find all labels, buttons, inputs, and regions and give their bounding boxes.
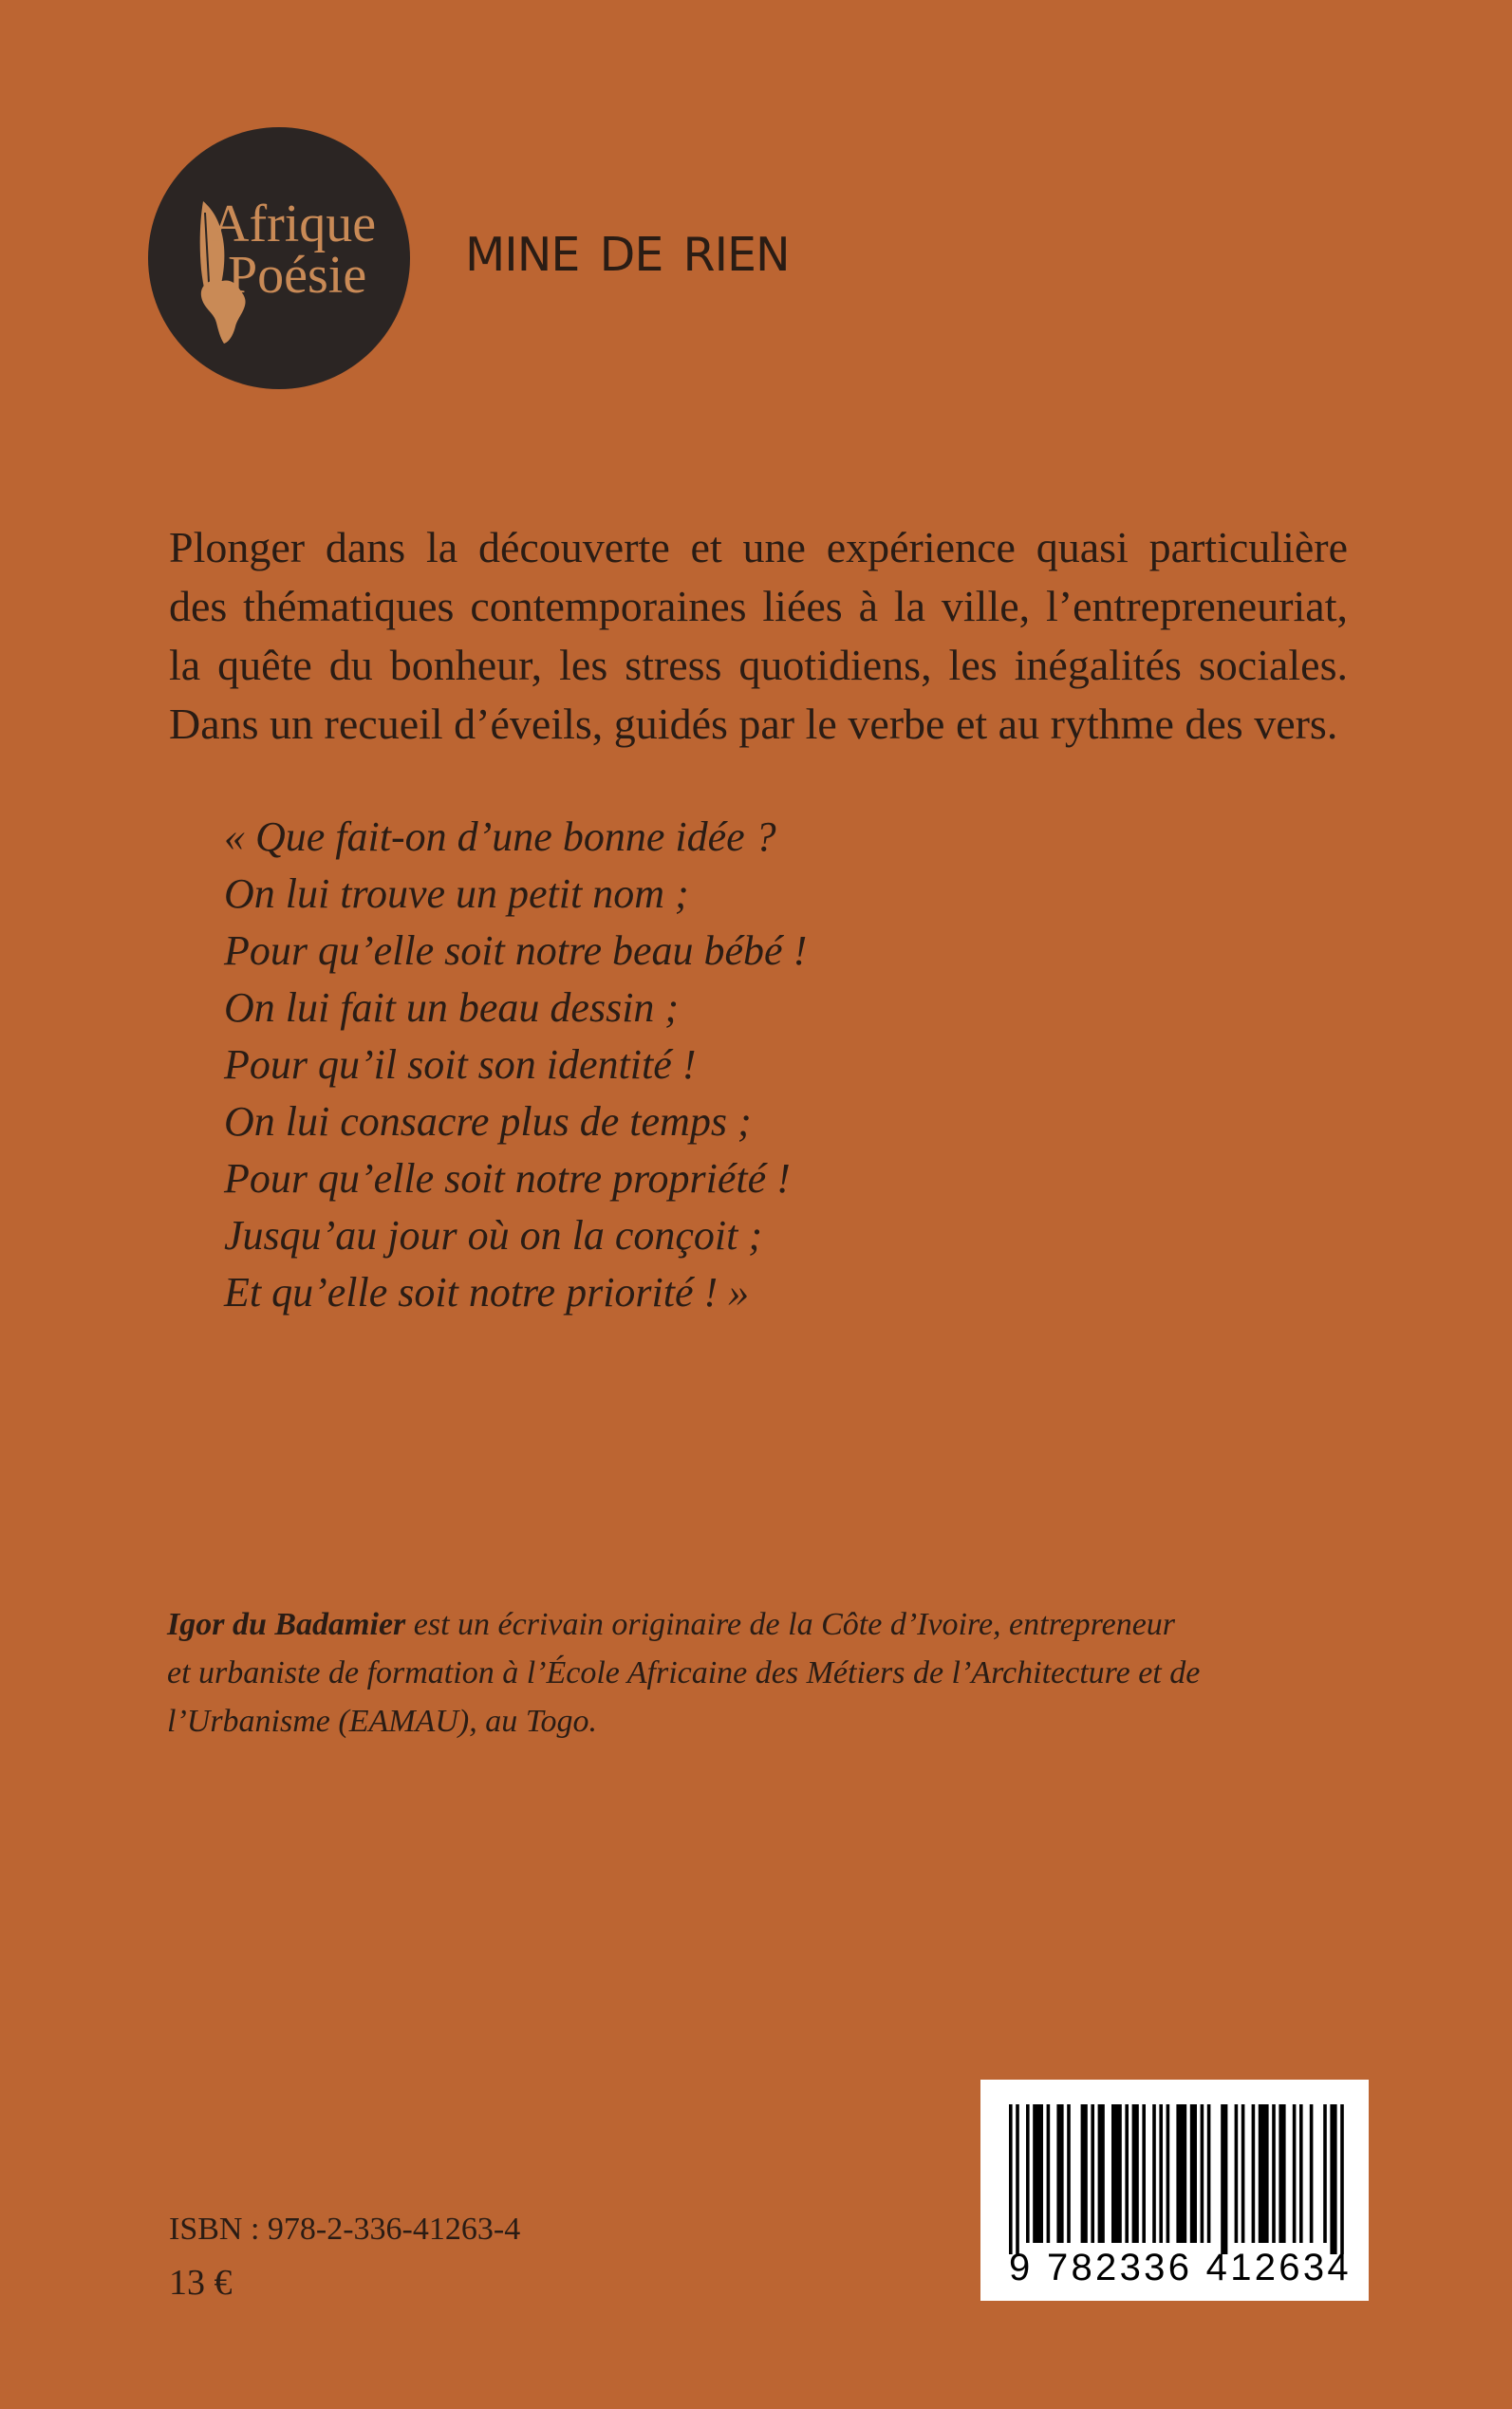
bio-text: est un écrivain originaire de la Côte d’Ivoire, entrepreneur [405,1607,1176,1642]
barcode-bar [1132,2104,1139,2243]
logo-text-poesie: Poésie [228,246,367,305]
poem-line: Pour qu’elle soit notre propriété ! [224,1155,791,1202]
barcode [980,2080,1369,2301]
barcode-bar [1235,2104,1239,2243]
author-name: Igor du Badamier [167,1607,406,1642]
blurb-line: Plonger dans la découverte et une expérience quasi particulière [169,523,1348,571]
barcode-bar [1207,2104,1211,2243]
barcode-bar [1221,2104,1227,2254]
poem-line: Et qu’elle soit notre priorité ! » [224,1269,750,1316]
barcode-bar [1016,2104,1019,2254]
barcode-bar [1190,2104,1197,2243]
barcode-bar [1340,2104,1344,2254]
isbn: ISBN : 978-2-336-41263-4 [169,2212,521,2247]
blurb-line: des thématiques contemporaines liées à la ville, l’entrepreneuriat, [169,582,1348,630]
barcode-bar [1009,2104,1013,2254]
barcode-bar [1125,2104,1129,2243]
barcode-bar [1142,2104,1146,2243]
barcode-bar [1026,2104,1030,2243]
publisher-logo [148,127,410,389]
barcode-bar [1299,2104,1303,2243]
poem-line: Jusqu’au jour où on la conçoit ; [224,1212,763,1259]
bio-line [167,1600,1348,1649]
poem-line: Pour qu’elle soit notre beau bébé ! [224,927,808,974]
poem-excerpt [224,809,807,1321]
barcode-bar [1259,2104,1269,2243]
barcode-bar [1159,2104,1163,2243]
barcode-bar [1067,2104,1071,2243]
poem-line: On lui consacre plus de temps ; [224,1098,752,1145]
barcode-bar [1111,2104,1122,2243]
barcode-digits: 9 782336 412634 [1009,2247,1352,2288]
barcode-bar [1330,2104,1336,2254]
barcode-bar [1176,2104,1186,2243]
poem-line: On lui fait un beau dessin ; [224,984,680,1031]
barcode-bar [1056,2104,1063,2243]
blurb-line: la quête du bonheur, les stress quotidiens, les inégalités sociales. [169,641,1348,689]
poem-line: On lui trouve un petit nom ; [224,870,689,917]
author-bio [167,1600,1348,1746]
barcode-bar [1201,2104,1204,2243]
book-title: mine de rien [465,209,790,287]
barcode-bar [1152,2104,1156,2243]
barcode-bar [1310,2104,1314,2243]
barcode-bar [1241,2104,1245,2243]
barcode-bar [1272,2104,1276,2243]
blurb [169,518,1348,754]
barcode-bar [1293,2104,1297,2243]
logo-text-afrique: Afrique [211,195,377,253]
barcode-bar [1323,2104,1327,2243]
barcode-bar [1091,2104,1094,2243]
price: 13 € [169,2263,233,2303]
bio-line: l’Urbanisme (EAMAU), au Togo. [167,1704,597,1739]
blurb-line: Dans un recueil d’éveils, guidés par le verbe et au rythme des vers. [169,700,1338,748]
barcode-bar [1081,2104,1088,2243]
barcode-bar [1033,2104,1043,2243]
barcode-bar [1279,2104,1285,2243]
poem-line: « Que fait-on d’une bonne idée ? [224,813,776,860]
poem-line: Pour qu’il soit son identité ! [224,1041,697,1088]
barcode-bar [1167,2104,1170,2243]
barcode-bar [1098,2104,1105,2243]
bio-line: et urbaniste de formation à l’École Africaine des Métiers de l’Architecture et de [167,1655,1201,1690]
barcode-bar [1047,2104,1051,2243]
barcode-bar [1252,2104,1256,2243]
